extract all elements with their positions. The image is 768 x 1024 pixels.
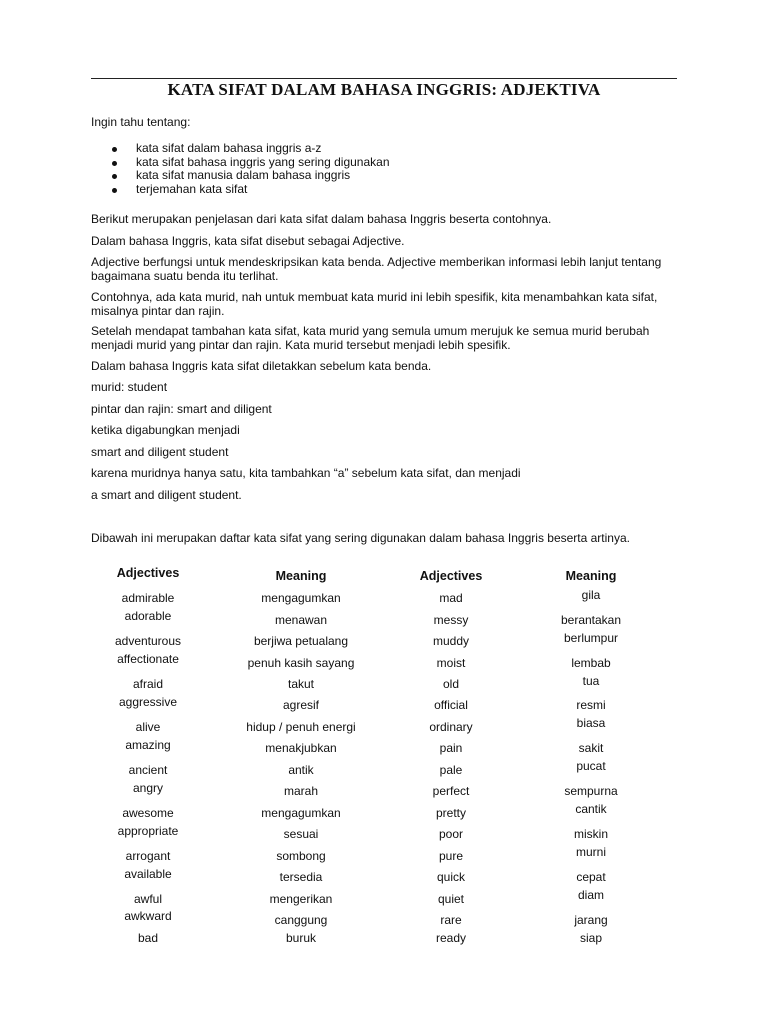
table-cell: quiet (437, 892, 465, 906)
table-cell: mad (439, 591, 463, 605)
table-cell: available (124, 867, 172, 881)
intro-text: Ingin tahu tentang: (91, 115, 191, 129)
table-cell: penuh kasih sayang (247, 656, 355, 670)
paragraph: karena muridnya hanya satu, kita tambahkan “a” sebelum kata sifat, dan menjadi (91, 466, 521, 480)
table-cell: miskin (573, 827, 608, 841)
table-cell: appropriate (117, 824, 179, 838)
table-cell: mengerikan (269, 892, 333, 906)
table-cell: awkward (124, 909, 172, 923)
table-cell: pucat (576, 759, 606, 773)
table-cell: muddy (432, 634, 470, 648)
table-cell: messy (433, 613, 469, 627)
table-cell: menawan (274, 613, 328, 627)
table-cell: menakjubkan (265, 741, 337, 755)
paragraph: Dalam bahasa Inggris kata sifat diletakkan sebelum kata benda. (91, 359, 432, 373)
table-header-meaning: Meaning (565, 569, 617, 583)
table-header-meaning: Meaning (275, 569, 327, 583)
table-cell: resmi (576, 698, 606, 712)
table-cell: poor (438, 827, 464, 841)
table-cell: berantakan (560, 613, 622, 627)
table-cell: old (442, 677, 459, 691)
table-cell: antik (288, 763, 314, 777)
table-cell: canggung (274, 913, 328, 927)
table-header-adjectives: Adjectives (419, 569, 483, 583)
table-cell: pure (438, 849, 464, 863)
table-cell: aggressive (118, 695, 178, 709)
table-cell: afraid (132, 677, 164, 691)
paragraph: pintar dan rajin: smart and diligent (91, 402, 272, 416)
bullet-icon (112, 161, 117, 166)
bullet-icon (112, 174, 117, 179)
table-cell: adorable (124, 609, 172, 623)
list-item: terjemahan kata sifat (112, 183, 390, 197)
table-cell: awesome (122, 806, 174, 820)
page-title: KATA SIFAT DALAM BAHASA INGGRIS: ADJEKTIVA (167, 80, 601, 99)
table-cell: bad (137, 931, 159, 945)
table-cell: buruk (285, 931, 317, 945)
table-cell: rare (440, 913, 462, 927)
table-cell: agresif (282, 698, 320, 712)
table-cell: berjiwa petualang (253, 634, 349, 648)
table-cell: hidup / penuh energi (246, 720, 356, 734)
table-cell: affectionate (117, 652, 179, 666)
table-cell: pain (439, 741, 463, 755)
table-cell: mengagumkan (261, 591, 341, 605)
table-cell: siap (579, 931, 602, 945)
table-header-adjectives: Adjectives (116, 566, 180, 580)
table-intro: Dibawah ini merupakan daftar kata sifat yang sering digunakan dalam bahasa Inggris beserta artinya. (91, 531, 630, 545)
table-cell: quick (436, 870, 465, 884)
paragraph: Setelah mendapat tambahan kata sifat, kata murid yang semula umum merujuk ke semua murid berubah menjadi murid yang pintar dan rajin. Kata murid tersebut menjadi lebih spesifik. (91, 324, 650, 352)
list-item: kata sifat dalam bahasa inggris a-z (112, 142, 390, 156)
table-cell: pale (439, 763, 463, 777)
table-cell: sempurna (564, 784, 618, 798)
paragraph: Contohnya, ada kata murid, nah untuk membuat kata murid ini lebih spesifik, kita menambahkan kata sifat, misalnya pintar dan rajin. (91, 290, 658, 318)
table-cell: ready (435, 931, 467, 945)
table-cell: mengagumkan (261, 806, 341, 820)
table-cell: biasa (576, 716, 606, 730)
paragraph: Adjective berfungsi untuk mendeskripsikan kata benda. Adjective memberikan informasi lebih lanjut tentang bagaimana suatu benda itu terlihat. (91, 255, 662, 283)
table-cell: sesuai (283, 827, 319, 841)
table-cell: tersedia (279, 870, 323, 884)
title-rule (91, 78, 677, 79)
table-cell: perfect (432, 784, 470, 798)
table-cell: angry (132, 781, 164, 795)
table-cell: awful (133, 892, 162, 906)
paragraph: a smart and diligent student. (91, 488, 242, 502)
table-cell: sombong (276, 849, 326, 863)
paragraph: murid: student (91, 380, 168, 394)
table-cell: tua (582, 674, 600, 688)
topic-list (112, 142, 390, 196)
paragraph: Dalam bahasa Inggris, kata sifat disebut sebagai Adjective. (91, 234, 405, 248)
bullet-icon (112, 188, 117, 193)
table-cell: marah (283, 784, 318, 798)
table-cell: berlumpur (563, 631, 619, 645)
paragraph: smart and diligent student (91, 445, 229, 459)
table-cell: cantik (575, 802, 607, 816)
table-cell: adventurous (114, 634, 182, 648)
paragraph: ketika digabungkan menjadi (91, 423, 240, 437)
table-cell: official (434, 698, 468, 712)
table-cell: arrogant (125, 849, 171, 863)
bullet-icon (112, 147, 117, 152)
table-cell: lembab (571, 656, 611, 670)
table-cell: sakit (578, 741, 604, 755)
table-cell: ancient (128, 763, 168, 777)
table-cell: diam (577, 888, 604, 902)
list-item: kata sifat manusia dalam bahasa inggris (112, 169, 390, 183)
table-cell: jarang (574, 913, 608, 927)
table-cell: pretty (435, 806, 466, 820)
table-cell: amazing (125, 738, 171, 752)
table-cell: gila (581, 588, 601, 602)
table-cell: alive (135, 720, 161, 734)
paragraph: Berikut merupakan penjelasan dari kata sifat dalam bahasa Inggris beserta contohnya. (91, 212, 552, 226)
table-cell: murni (575, 845, 606, 859)
table-cell: moist (436, 656, 466, 670)
table-cell: admirable (121, 591, 175, 605)
table-cell: takut (287, 677, 314, 691)
table-cell: cepat (576, 870, 606, 884)
table-cell: ordinary (429, 720, 473, 734)
list-item: kata sifat bahasa inggris yang sering digunakan (112, 156, 390, 170)
